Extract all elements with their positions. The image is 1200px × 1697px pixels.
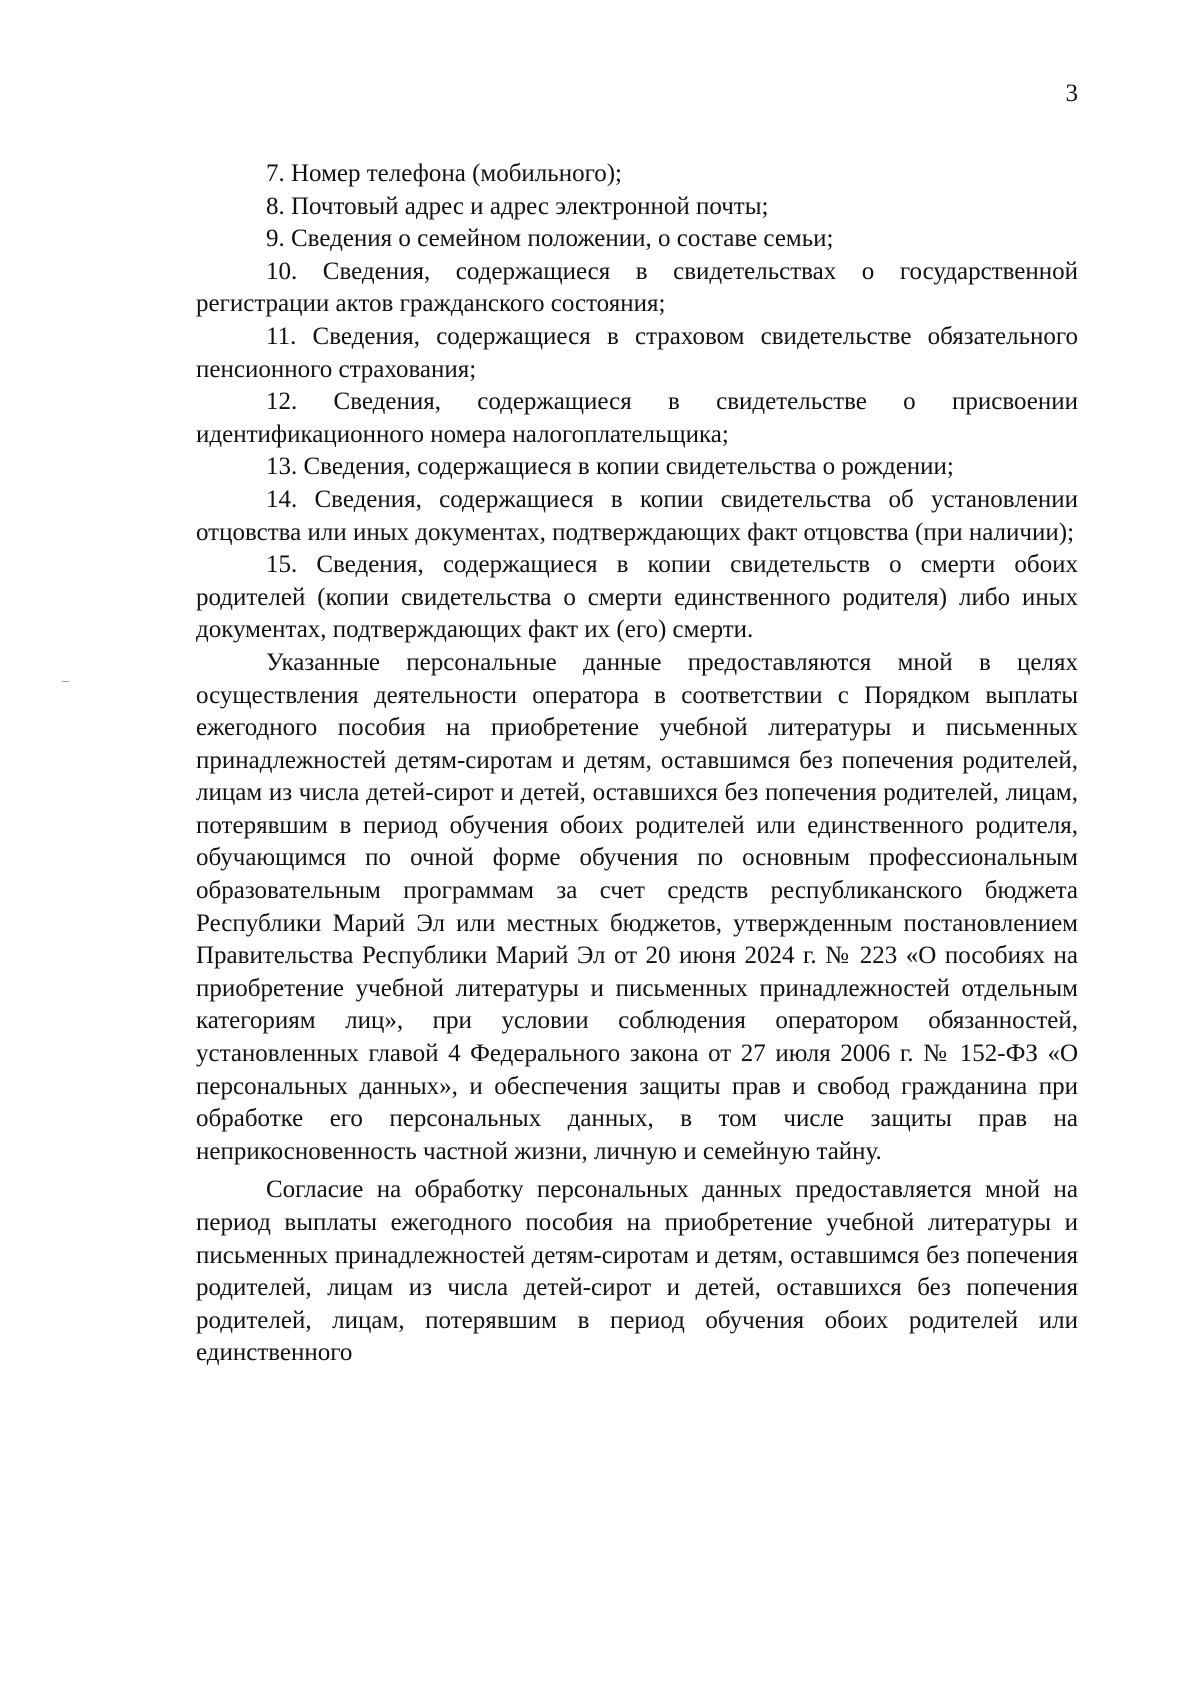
- document-body: [196, 158, 1078, 1370]
- list-item-12: 12. Сведения, содержащиеся в свидетельстве о присвоении идентификационного номера налогоплательщика;: [196, 388, 1078, 448]
- consent-period-paragraph: Согласие на обработку персональных данных предоставляется мной на период выплаты ежегодного пособия на приобретение учебной литературы и письменных принадлежностей детям-сиротам и детям, оставшимся без попечения родителей, лицам из числа детей-сирот и детей, оставшихся без попечения родителей, лицам, потерявшим в период обучения обоих родителей или единственного: [196, 1176, 1078, 1367]
- list-item-7: 7. Номер телефона (мобильного);: [266, 160, 622, 187]
- list-item-14: 14. Сведения, содержащиеся в копии свидетельства об установлении отцовства или иных документах, подтверждающих факт отцовства (при наличии);: [196, 485, 1078, 546]
- list-item-9: 9. Сведения о семейном положении, о составе семьи;: [266, 225, 834, 253]
- list-item-15: 15. Сведения, содержащиеся в копии свидетельств о смерти обоих родителей (копии свидетельства о смерти единственного родителя) либо иных документах, подтверждающих факт их (его) смерти.: [196, 551, 1078, 644]
- list-item-11: 11. Сведения, содержащиеся в страховом свидетельстве обязательного пенсионного страхования;: [196, 322, 1078, 383]
- list-item-8: 8. Почтовый адрес и адрес электронной почты;: [266, 192, 769, 220]
- purpose-paragraph: Указанные персональные данные предоставляются мной в целях осуществления деятельности оператора в соответствии с Порядком выплаты ежегодного пособия на приобретение учебной литературы и письменных принадлежностей детям-сиротам и детям, оставшимся без попечения родителей, лицам из числа детей-сирот и детей, оставшихся без попечения родителей, лицам, потерявшим в период обучения обоих родителей или единственного родителя, обучающимся по очной форме обучения по основным профессиональным образовательным программам за счет средств республиканского бюджета Республики Марий Эл или местных бюджетов, утвержденным постановлением Правительства Республики Марий Эл от 20 июня 2024 г. № 223 «О пособиях на приобретение учебной литературы и письменных принадлежностей отдельным категориям лиц», при условии соблюдения оператором обязанностей, установленных главой 4 Федерального закона от 27 июля 2006 г. № 152-ФЗ «О персональных данных», и обеспечения защиты прав и свобод гражданина при обработке его персональных данных, в том числе защиты прав на неприкосновенность частной жизни, личную и семейную тайну.: [196, 648, 1078, 1165]
- scan-artifact: [62, 681, 69, 682]
- list-item-13: 13. Сведения, содержащиеся в копии свидетельства о рождении;: [266, 453, 954, 481]
- list-item-10: 10. Сведения, содержащиеся в свидетельствах о государственной регистрации актов гражданского состояния;: [196, 257, 1078, 318]
- page-number: 3: [1065, 80, 1078, 107]
